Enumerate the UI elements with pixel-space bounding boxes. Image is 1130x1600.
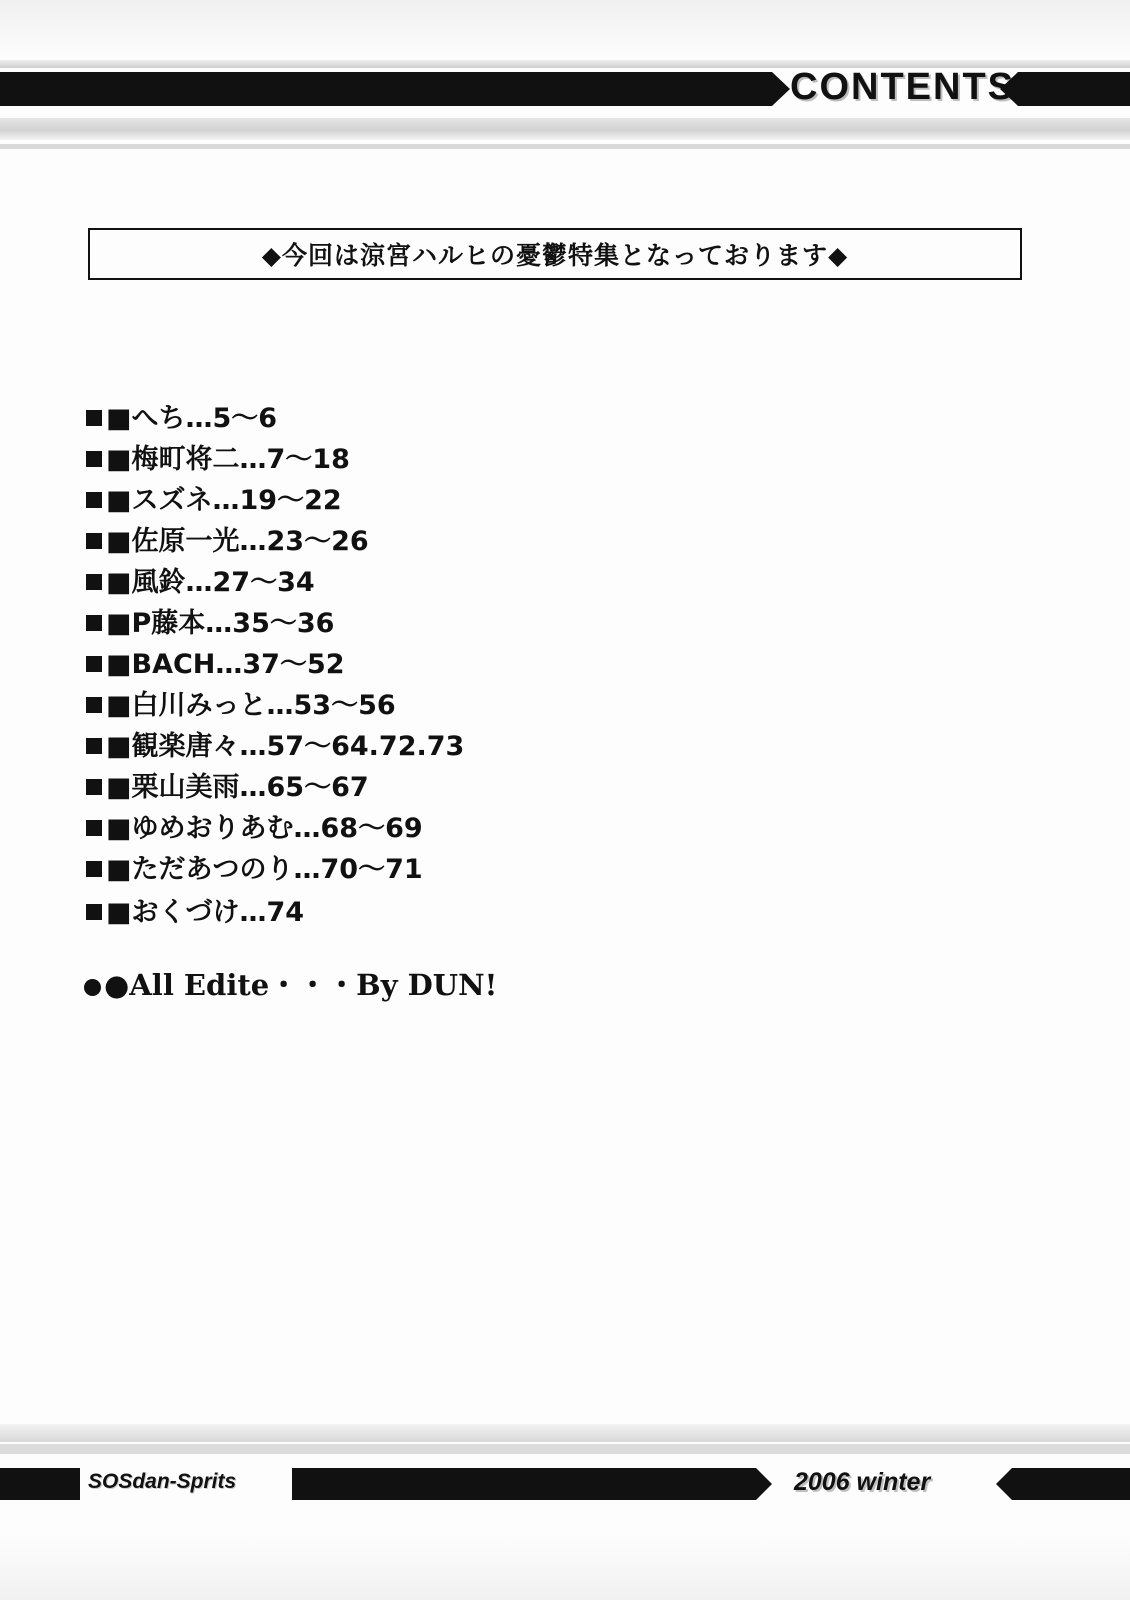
toc-entry-text: ■観楽唐々…57〜64.72.73 [106, 731, 465, 762]
footer-date: 2006 winter [794, 1468, 931, 1496]
square-bullet-icon [86, 451, 102, 467]
square-bullet-icon [86, 697, 102, 713]
editor-credit-text: ●All Edite・・・By DUN! [104, 968, 498, 1002]
page-footer-band [0, 1424, 1130, 1534]
toc-entry-text: ■佐原一光…23〜26 [106, 526, 369, 557]
page-bottom-shade [0, 1534, 1130, 1600]
page-title: CONTENTS [790, 66, 1015, 108]
toc-entry-text: ■へち…5〜6 [106, 403, 278, 434]
square-bullet-icon [86, 904, 102, 920]
toc-entry-text: ■P藤本…35〜36 [106, 608, 335, 639]
footer-stripe-mid [0, 1444, 1130, 1454]
list-item [86, 480, 786, 521]
footer-black-bar-mid [292, 1468, 756, 1500]
contents-header-band [0, 60, 1130, 152]
list-item [86, 603, 786, 644]
list-item [86, 439, 786, 480]
header-black-bar-left [0, 72, 772, 106]
square-bullet-icon [86, 615, 102, 631]
toc-entry-text: ■梅町将二…7〜18 [106, 444, 350, 475]
feature-headline-text: ◆今回は涼宮ハルヒの憂鬱特集となっております◆ [261, 241, 849, 270]
toc-entry-text: ■BACH…37〜52 [106, 649, 345, 680]
colophon-entry-text: ■おくづけ…74 [106, 897, 305, 928]
header-stripe-thin [0, 144, 1130, 149]
toc-entry-text: ■白川みっと…53〜56 [106, 690, 396, 721]
feature-headline-box [88, 228, 1022, 280]
footer-black-bar-right [1012, 1468, 1130, 1500]
toc-entry-text: ■スズネ…19〜22 [106, 485, 342, 516]
square-bullet-icon [86, 410, 102, 426]
list-item [86, 398, 786, 439]
square-bullet-icon [86, 861, 102, 877]
square-bullet-icon [86, 820, 102, 836]
circle-bullet-icon [84, 979, 101, 996]
page-top-shade [0, 0, 1130, 58]
list-item [86, 521, 786, 562]
square-bullet-icon [86, 492, 102, 508]
square-bullet-icon [86, 574, 102, 590]
list-item [86, 562, 786, 603]
editor-credit [84, 963, 497, 1004]
colophon-entry [86, 890, 304, 929]
list-item [86, 685, 786, 726]
toc-entry-text: ■ゆめおりあむ…68〜69 [106, 813, 423, 844]
toc-entry-text: ■栗山美雨…65〜67 [106, 772, 369, 803]
list-item [86, 644, 786, 685]
toc-entry-text: ■風鈴…27〜34 [106, 567, 315, 598]
toc-entry-text: ■ただあつのり…70〜71 [106, 854, 423, 885]
footer-black-bar-left [0, 1468, 80, 1500]
list-item [86, 849, 786, 890]
list-item [86, 726, 786, 767]
square-bullet-icon [86, 779, 102, 795]
square-bullet-icon [86, 533, 102, 549]
header-stripe-bottom [0, 118, 1130, 140]
header-black-bar-right [1018, 72, 1130, 106]
table-of-contents [86, 398, 786, 890]
list-item [86, 808, 786, 849]
list-item [86, 767, 786, 808]
footer-circle-name: SOSdan-Sprits [88, 1470, 237, 1493]
square-bullet-icon [86, 738, 102, 754]
square-bullet-icon [86, 656, 102, 672]
footer-stripe-top [0, 1424, 1130, 1442]
